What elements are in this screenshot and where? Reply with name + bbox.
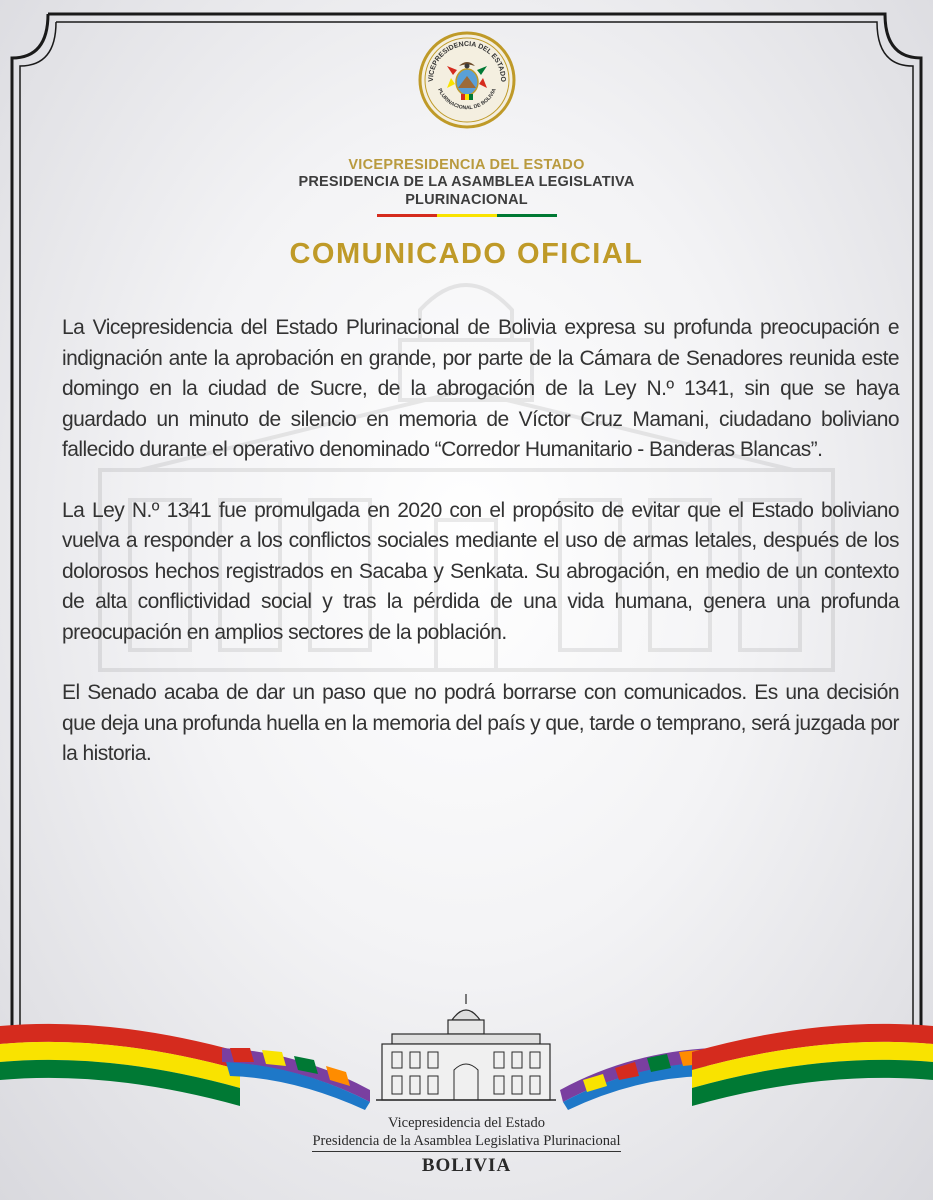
seal-text-top: VICEPRESIDENCIA DEL ESTADO (427, 40, 506, 82)
page-title: COMUNICADO OFICIAL (289, 238, 644, 270)
footer-vicepresidencia: Vicepresidencia del Estado (388, 1115, 545, 1131)
footer-country: BOLIVIA (421, 1155, 512, 1176)
wiphala-ribbon-left-icon (222, 1048, 370, 1110)
footer-signature (0, 1115, 933, 1177)
paragraph-1: La Vicepresidencia del Estado Plurinacional de Bolivia expresa su profunda preocupación e indignación ante la aprobación en grande, por parte de la Cámara de Senadores reunida este domingo en la ciudad de Sucre, de la abrogación de la Ley N.º 1341, sin que se haya guardado un minuto de silencio en memoria de Víctor Cruz Mamani, ciudadano boliviano fallecido durante el operativo denominado “Corredor Humanitario - Banderas Blancas”. (62, 316, 899, 461)
communique-body (62, 313, 899, 800)
paragraph-3: El Senado acaba de dar un paso que no podrá borrarse con comunicados. Es una decisión que deja una profunda huella en la memoria del país y que, tarde o temprano, será juzgada por la historia. (62, 681, 899, 765)
coat-of-arms-seal-icon (417, 30, 517, 130)
footer-presidencia: Presidencia de la Asamblea Legislativa Plurinacional (312, 1133, 620, 1152)
org-name-presidencia: PRESIDENCIA DE LA ASAMBLEA LEGISLATIVA (298, 174, 635, 190)
org-name-vicepresidencia: VICEPRESIDENCIA DEL ESTADO (348, 157, 585, 173)
paragraph-2: La Ley N.º 1341 fue promulgada en 2020 con el propósito de evitar que el Estado boliviano vuelva a responder a los conflictos sociales mediante el uso de armas letales, después de los dolorosos hechos registrados en Sacaba y Senkata. Su abrogación, en medio de un contexto de alta conflictividad social y tras la pérdida de una vida humana, genera una profunda preocupación en amplios sectores de la población. (62, 498, 899, 644)
document-header (0, 30, 933, 217)
org-name-plurinacional: PLURINACIONAL (405, 192, 528, 208)
bolivian-flag-ribbon-left-icon (0, 1024, 240, 1106)
legislative-palace-icon (376, 994, 556, 1100)
flag-color-divider (377, 214, 557, 217)
wiphala-ribbon-right-icon (560, 1048, 712, 1110)
bolivian-flag-ribbon-right-icon (692, 1024, 933, 1106)
seal-text-bottom: PLURINACIONAL DE BOLIVIA (435, 87, 498, 112)
footer-artwork (0, 990, 933, 1110)
